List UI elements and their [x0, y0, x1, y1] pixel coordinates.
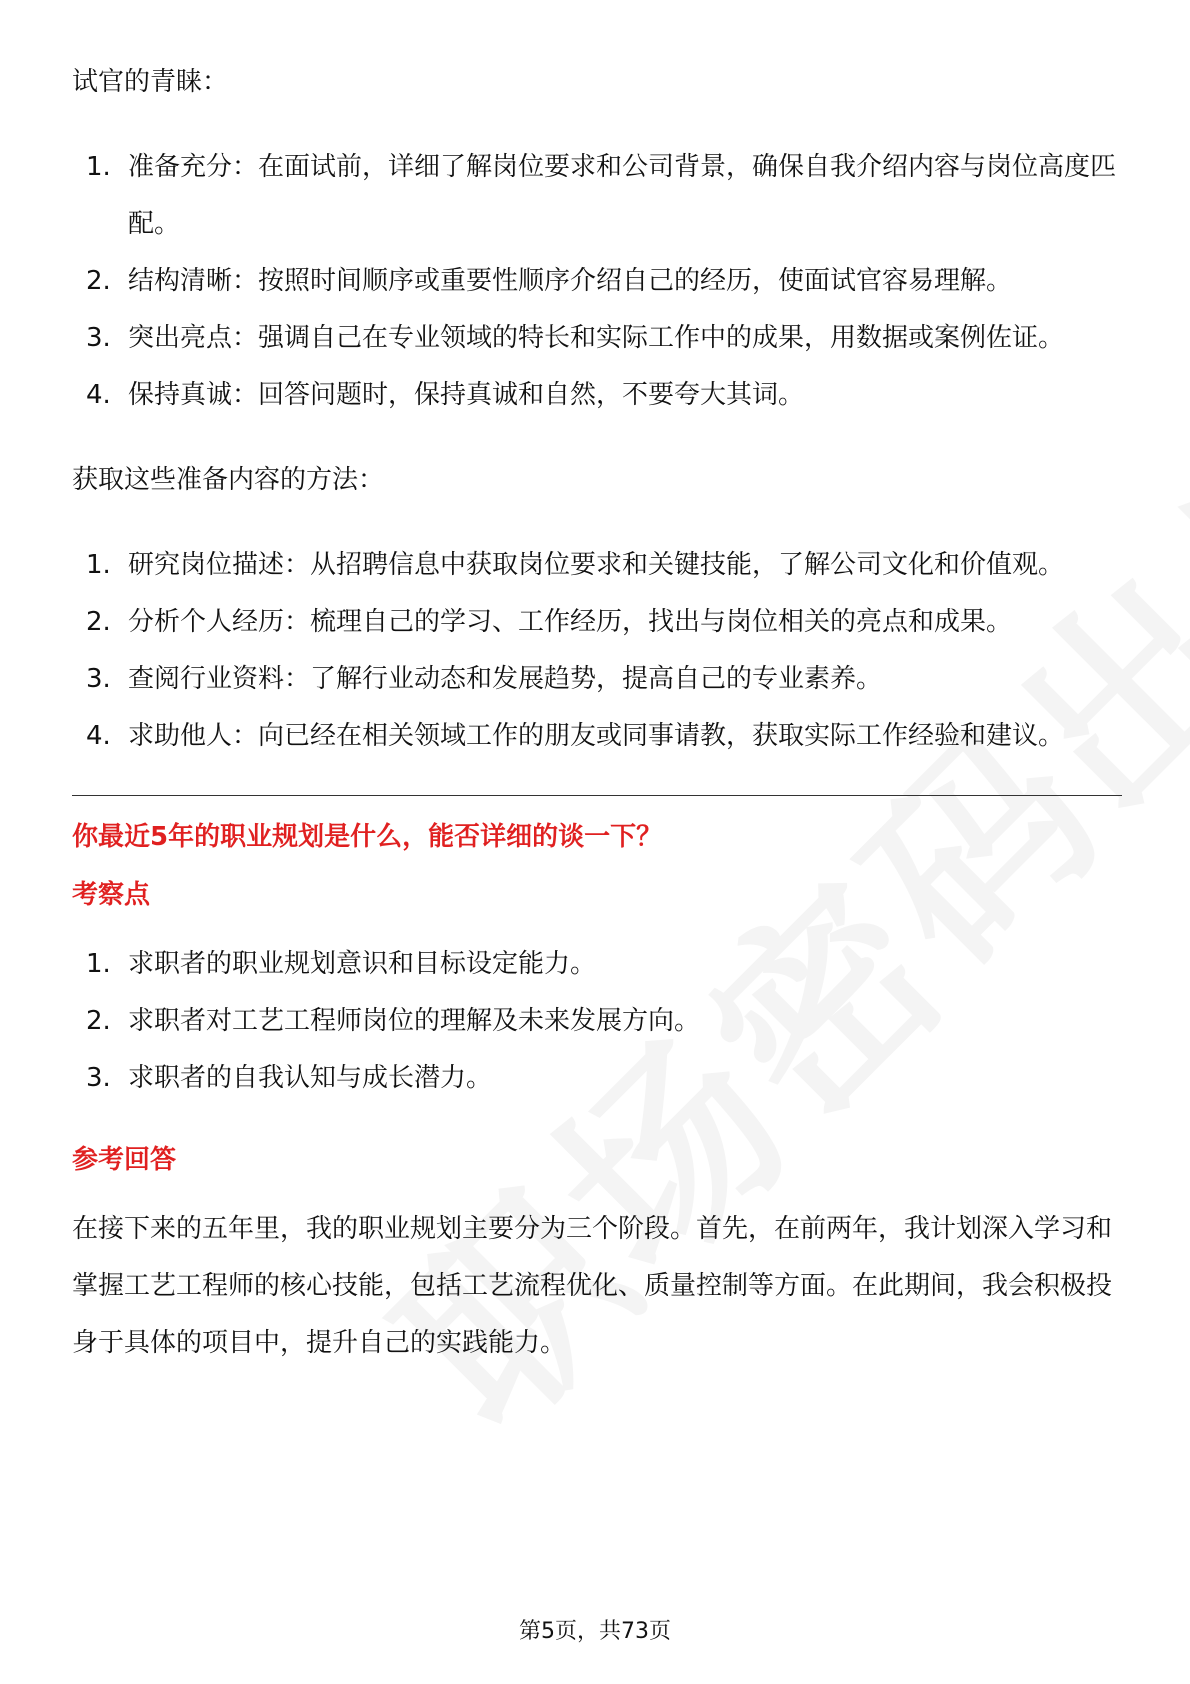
list-item: [72, 310, 1122, 367]
list-item: [72, 651, 1122, 708]
list-item-text: 分析个人经历：梳理自己的学习、工作经历，找出与岗位相关的亮点和成果。: [128, 607, 1013, 637]
list-item-text: 求职者对工艺工程师岗位的理解及未来发展方向。: [128, 1006, 701, 1036]
list-item-text: 查阅行业资料：了解行业动态和发展趋势，提高自己的专业素养。: [128, 664, 883, 694]
list-item: [72, 936, 1122, 993]
list-number: 1.: [86, 152, 111, 182]
intro-tail-text: 试官的青睐：: [72, 67, 229, 97]
list-item-text: 结构清晰：按照时间顺序或重要性顺序介绍自己的经历，使面试官容易理解。: [128, 266, 1013, 296]
list-number: 3.: [86, 1063, 111, 1093]
list-item: [72, 993, 1122, 1050]
list-item: [72, 253, 1122, 310]
list-number: 1.: [86, 550, 111, 580]
answer-paragraph: 在接下来的五年里，我的职业规划主要分为三个阶段。首先，在前两年，我计划深入学习和掌握工艺工程师的核心技能，包括工艺流程优化、质量控制等方面。在此期间，我会积极投身于具体的项目中，提升自己的实践能力。: [72, 1214, 1113, 1358]
list-item-text: 准备充分：在面试前，详细了解岗位要求和公司背景，确保自我介绍内容与岗位高度匹配。: [128, 152, 1117, 239]
list-item: [72, 139, 1122, 253]
list-item: [72, 708, 1122, 765]
list-item-text: 求职者的自我认知与成长潜力。: [128, 1063, 493, 1093]
list-item: [72, 1050, 1122, 1107]
list-number: 2.: [86, 266, 111, 296]
list-number: 4.: [86, 380, 111, 410]
list-number: 2.: [86, 607, 111, 637]
list-number: 1.: [86, 949, 111, 979]
list-item-text: 求助他人：向已经在相关领域工作的朋友或同事请教，获取实际工作经验和建议。: [128, 721, 1065, 751]
exam-points-heading: 考察点: [72, 880, 151, 910]
list-number: 3.: [86, 323, 111, 353]
tips-list: [72, 139, 1122, 424]
methods-list: [72, 537, 1122, 765]
methods-heading: 获取这些准备内容的方法：: [72, 465, 385, 495]
list-item: [72, 367, 1122, 424]
page-content: [72, 54, 1122, 1400]
list-item: [72, 537, 1122, 594]
answer-heading: 参考回答: [72, 1145, 177, 1175]
list-item-text: 保持真诚：回答问题时，保持真诚和自然，不要夸大其词。: [128, 380, 805, 410]
section-divider: [72, 795, 1122, 796]
list-item-text: 突出亮点：强调自己在专业领域的特长和实际工作中的成果，用数据或案例佐证。: [128, 323, 1065, 353]
list-item-text: 求职者的职业规划意识和目标设定能力。: [128, 949, 597, 979]
list-item-text: 研究岗位描述：从招聘信息中获取岗位要求和关键技能，了解公司文化和价值观。: [128, 550, 1065, 580]
exam-points-list: [72, 936, 1122, 1107]
question-title: 你最近5年的职业规划是什么，能否详细的谈一下？: [72, 822, 663, 852]
list-number: 3.: [86, 664, 111, 694]
list-item: [72, 594, 1122, 651]
list-number: 4.: [86, 721, 111, 751]
page-footer: 第5页，共73页: [519, 1619, 671, 1644]
list-number: 2.: [86, 1006, 111, 1036]
